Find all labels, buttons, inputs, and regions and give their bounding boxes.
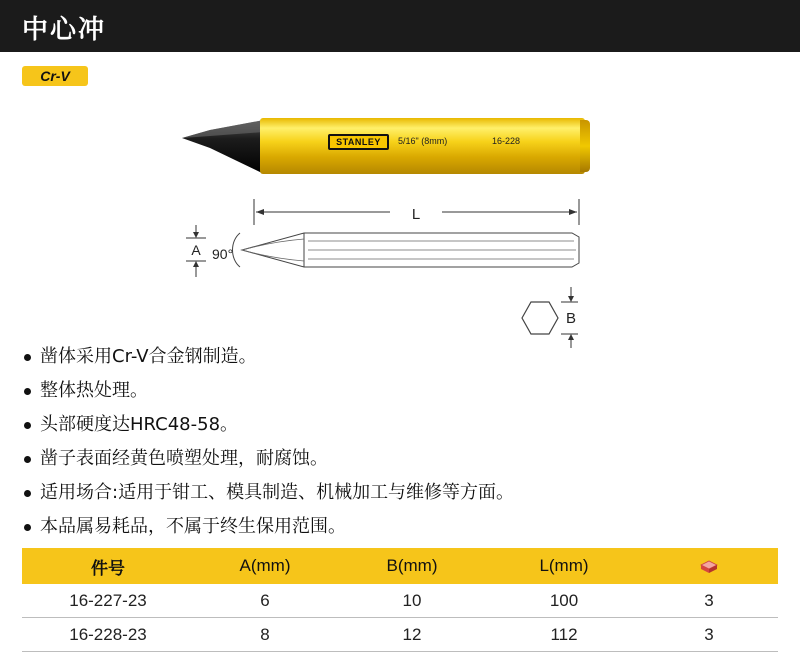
list-item xyxy=(22,442,514,476)
title-bar xyxy=(0,0,800,52)
bullet-icon xyxy=(24,422,31,429)
header-l: L(mm) xyxy=(488,548,640,584)
cell-quantity: 3 xyxy=(640,584,778,618)
spec-table xyxy=(22,548,778,652)
header-quantity xyxy=(640,548,778,584)
feature-text: 凿子表面经黄色喷塑处理，耐腐蚀。 xyxy=(40,448,328,469)
bullet-icon xyxy=(24,524,31,531)
page-title: 中心冲 xyxy=(22,15,107,45)
cell-part-number: 16-227-23 xyxy=(22,584,194,618)
model-print: 16-228 xyxy=(492,136,521,146)
product-photo xyxy=(180,112,590,182)
feature-list xyxy=(22,340,514,544)
table-header-row xyxy=(22,548,778,584)
length-label: L xyxy=(411,206,421,223)
bullet-icon xyxy=(24,388,31,395)
table-row xyxy=(22,618,778,652)
header-b: B(mm) xyxy=(336,548,488,584)
angle-label: 90° xyxy=(212,246,234,262)
header-part-number: 件号 xyxy=(22,548,194,584)
cell-part-number: 16-228-23 xyxy=(22,618,194,652)
cell-l: 100 xyxy=(488,584,640,618)
list-item xyxy=(22,374,514,408)
table-row xyxy=(22,584,778,618)
brand-logo: STANLEY xyxy=(328,134,389,150)
dimension-drawing xyxy=(180,195,590,285)
bullet-icon xyxy=(24,456,31,463)
bullet-icon xyxy=(24,490,31,497)
list-item xyxy=(22,510,514,544)
header-a: A(mm) xyxy=(194,548,336,584)
bullet-icon xyxy=(24,354,31,361)
feature-text: 适用场合:适用于钳工、模具制造、机械加工与维修等方面。 xyxy=(40,482,515,503)
cell-a: 8 xyxy=(194,618,336,652)
feature-text: 凿体采用Cr-V合金钢制造。 xyxy=(40,346,257,367)
feature-text: 整体热处理。 xyxy=(40,380,148,401)
list-item xyxy=(22,340,514,374)
cell-l: 112 xyxy=(488,618,640,652)
cell-a: 6 xyxy=(194,584,336,618)
chisel-tip xyxy=(180,112,270,182)
tip-dimension-label: A xyxy=(191,242,201,258)
feature-text: 头部硬度达HRC48-58。 xyxy=(40,414,239,435)
hex-section xyxy=(516,285,596,350)
box-icon xyxy=(699,560,719,574)
chisel-body xyxy=(260,118,585,174)
list-item xyxy=(22,476,514,510)
chisel-end xyxy=(580,120,590,172)
cell-b: 12 xyxy=(336,618,488,652)
cell-quantity: 3 xyxy=(640,618,778,652)
feature-text: 本品属易耗品，不属于终生保用范围。 xyxy=(40,516,346,537)
list-item xyxy=(22,408,514,442)
hex-dimension-label: B xyxy=(565,310,577,327)
material-badge: Cr-V xyxy=(22,66,88,86)
size-print: 5/16" (8mm) xyxy=(398,136,448,146)
cell-b: 10 xyxy=(336,584,488,618)
hexagon-icon xyxy=(522,302,558,334)
